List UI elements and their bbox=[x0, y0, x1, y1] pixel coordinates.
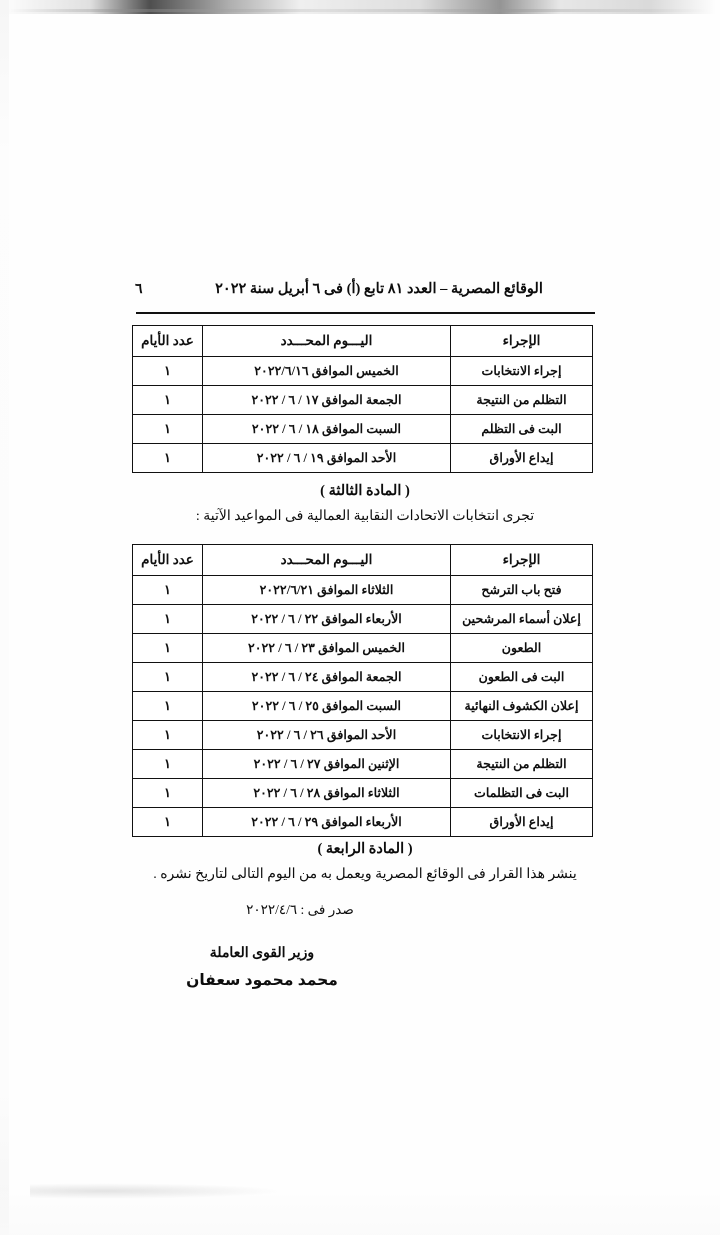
cell-action: البت فى التظلم bbox=[451, 415, 593, 444]
cell-days: ١ bbox=[133, 415, 203, 444]
article-four-body: ينشر هذا القرار فى الوقائع المصرية ويعمل به من اليوم التالى لتاريخ نشره . bbox=[153, 867, 577, 882]
column-header-date: اليـــوم المحـــدد bbox=[203, 326, 451, 357]
table-row bbox=[133, 415, 593, 444]
cell-action: البت فى الطعون bbox=[451, 663, 593, 692]
table-row bbox=[133, 444, 593, 473]
article-three-body: تجرى انتخابات الاتحادات النقابية العمالية فى المواعيد الآتية : bbox=[195, 509, 535, 524]
cell-days: ١ bbox=[133, 605, 203, 634]
cell-date: الثلاثاء الموافق ٢٨ / ٦ / ٢٠٢٢ bbox=[203, 779, 451, 808]
cell-action: إيداع الأوراق bbox=[451, 444, 593, 473]
cell-date: الخميس الموافق ٢٠٢٢/٦/١٦ bbox=[203, 357, 451, 386]
table-row bbox=[133, 386, 593, 415]
cell-date: السبت الموافق ١٨ / ٦ / ٢٠٢٢ bbox=[203, 415, 451, 444]
table-row bbox=[133, 721, 593, 750]
column-header-action: الإجراء bbox=[451, 326, 593, 357]
cell-days: ١ bbox=[133, 663, 203, 692]
header-rule bbox=[136, 312, 595, 314]
cell-action: التظلم من النتيجة bbox=[451, 386, 593, 415]
cell-date: الأحد الموافق ١٩ / ٦ / ٢٠٢٢ bbox=[203, 444, 451, 473]
cell-date: الخميس الموافق ٢٣ / ٦ / ٢٠٢٢ bbox=[203, 634, 451, 663]
cell-action: إجراء الانتخابات bbox=[451, 721, 593, 750]
cell-days: ١ bbox=[133, 357, 203, 386]
cell-days: ١ bbox=[133, 779, 203, 808]
cell-days: ١ bbox=[133, 721, 203, 750]
table-row bbox=[133, 605, 593, 634]
schedule-table-one bbox=[132, 325, 593, 473]
table-header-row bbox=[133, 326, 593, 357]
cell-date: الإثنين الموافق ٢٧ / ٦ / ٢٠٢٢ bbox=[203, 750, 451, 779]
article-three-heading: ( المادة الثالثة ) bbox=[320, 483, 410, 499]
scan-smudge-artifact bbox=[30, 1183, 280, 1199]
table-row bbox=[133, 808, 593, 837]
cell-days: ١ bbox=[133, 634, 203, 663]
running-head-title: الوقائع المصرية – العدد ٨١ تابع (أ) فى ٦ أبريل سنة ٢٠٢٢ bbox=[215, 281, 543, 297]
cell-date: الأربعاء الموافق ٢٩ / ٦ / ٢٠٢٢ bbox=[203, 808, 451, 837]
cell-action: فتح باب الترشح bbox=[451, 576, 593, 605]
signatory-title: وزير القوى العاملة bbox=[209, 946, 315, 961]
cell-date: الأربعاء الموافق ٢٢ / ٦ / ٢٠٢٢ bbox=[203, 605, 451, 634]
table-row bbox=[133, 692, 593, 721]
signature-block bbox=[132, 945, 392, 990]
column-header-days: عدد الأيام bbox=[133, 326, 203, 357]
article-four-heading: ( المادة الرابعة ) bbox=[317, 841, 413, 857]
table-row bbox=[133, 663, 593, 692]
cell-action: إجراء الانتخابات bbox=[451, 357, 593, 386]
cell-action: التظلم من النتيجة bbox=[451, 750, 593, 779]
cell-days: ١ bbox=[133, 576, 203, 605]
column-header-days: عدد الأيام bbox=[133, 545, 203, 576]
cell-date: السبت الموافق ٢٥ / ٦ / ٢٠٢٢ bbox=[203, 692, 451, 721]
column-header-date: اليـــوم المحـــدد bbox=[203, 545, 451, 576]
table-row bbox=[133, 779, 593, 808]
cell-date: الثلاثاء الموافق ٢٠٢٢/٦/٢١ bbox=[203, 576, 451, 605]
cell-action: إعلان الكشوف النهائية bbox=[451, 692, 593, 721]
cell-date: الجمعة الموافق ١٧ / ٦ / ٢٠٢٢ bbox=[203, 386, 451, 415]
schedule-table-two bbox=[132, 544, 593, 837]
column-header-action: الإجراء bbox=[451, 545, 593, 576]
table-header-row bbox=[133, 545, 593, 576]
cell-action: إعلان أسماء المرشحين bbox=[451, 605, 593, 634]
signatory-name: محمد محمود سعفان bbox=[186, 972, 338, 989]
cell-days: ١ bbox=[133, 808, 203, 837]
table-row bbox=[133, 576, 593, 605]
cell-action: البت فى التظلمات bbox=[451, 779, 593, 808]
cell-days: ١ bbox=[133, 444, 203, 473]
issued-date-line: صدر فى : ٢٠٢٢/٤/٦ bbox=[246, 902, 354, 917]
cell-action: الطعون bbox=[451, 634, 593, 663]
cell-days: ١ bbox=[133, 692, 203, 721]
page-number: ٦ bbox=[135, 282, 143, 297]
cell-date: الجمعة الموافق ٢٤ / ٦ / ٢٠٢٢ bbox=[203, 663, 451, 692]
cell-days: ١ bbox=[133, 750, 203, 779]
table-row bbox=[133, 634, 593, 663]
scan-edge-artifact-top-secondary bbox=[8, 9, 708, 12]
cell-date: الأحد الموافق ٢٦ / ٦ / ٢٠٢٢ bbox=[203, 721, 451, 750]
cell-days: ١ bbox=[133, 386, 203, 415]
table-row bbox=[133, 357, 593, 386]
table-row bbox=[133, 750, 593, 779]
running-head bbox=[135, 281, 595, 298]
cell-action: إيداع الأوراق bbox=[451, 808, 593, 837]
scan-edge-artifact-left bbox=[0, 0, 9, 1235]
